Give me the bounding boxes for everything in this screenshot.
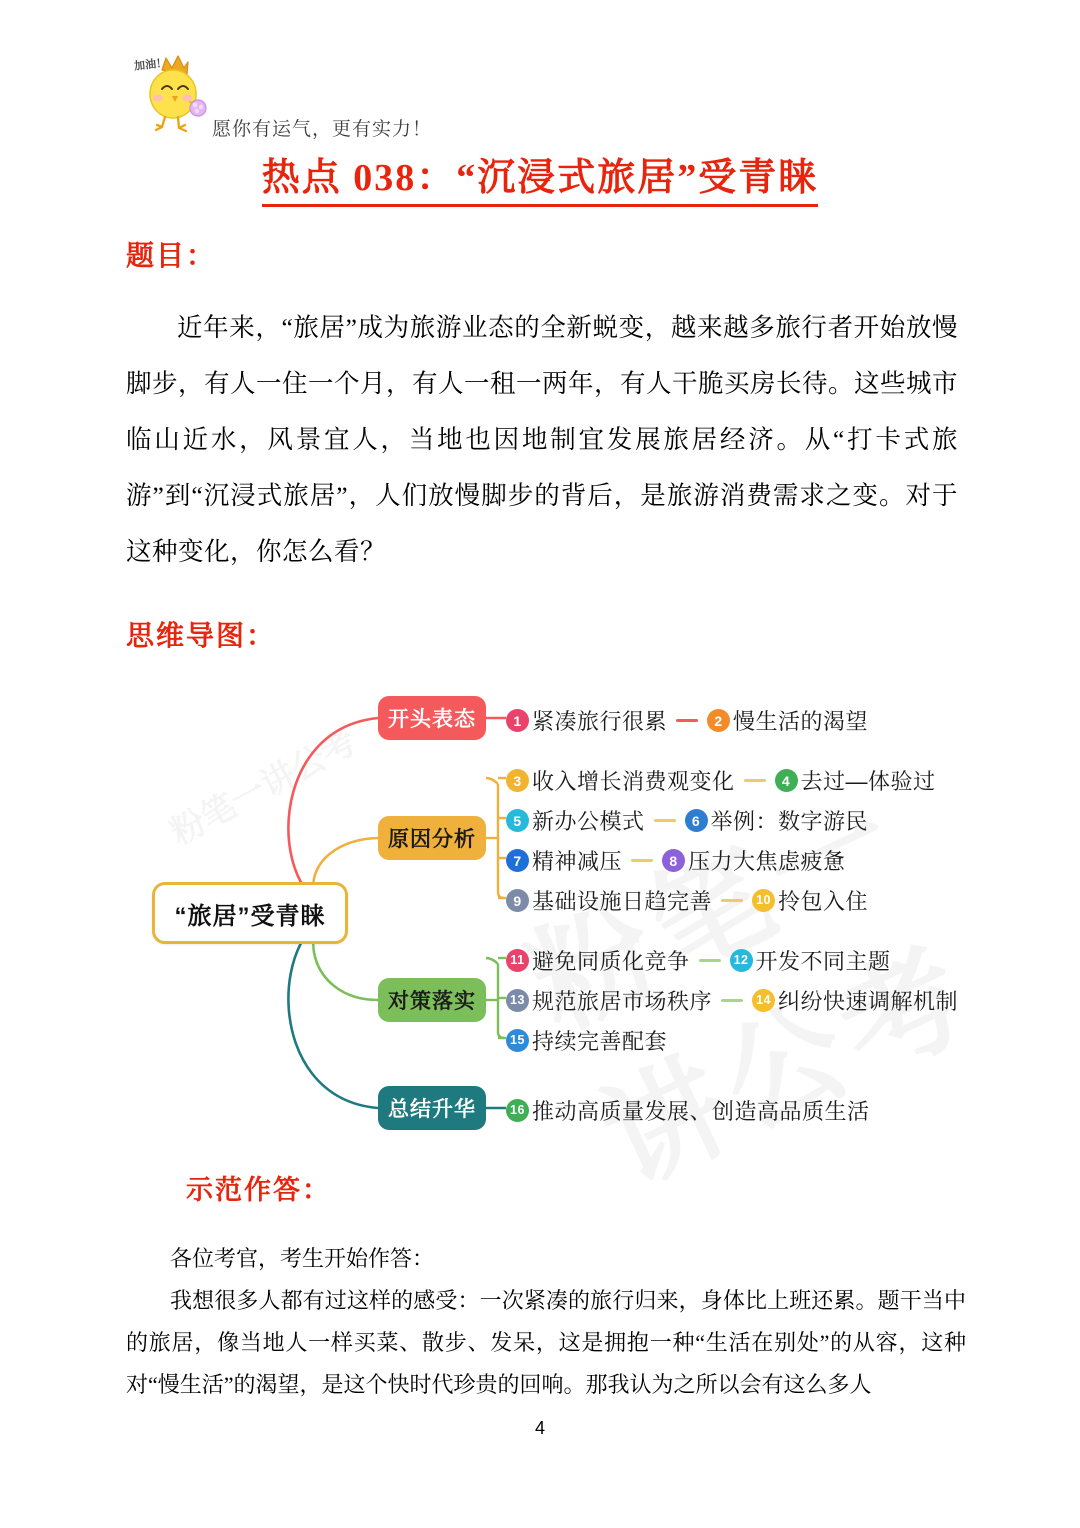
leaf-label[interactable]: 去过—体验过 — [800, 769, 936, 794]
mindmap — [120, 660, 1020, 1140]
page-number: 4 — [534, 1418, 545, 1438]
leaf-connector-dash — [654, 819, 676, 822]
mindmap-branch-label: 对策落实 — [388, 990, 476, 1013]
answer-paragraph: 我想很多人都有过这样的感受：一次紧凑的旅行归来，身体比上班还累。题干当中的旅居，像当地人一样买菜、散步、发呆，这是拥抱一种“生活在别处”的从容，这种对“慢生活”的渴望，是这个快时代珍贵的回响。那我认为之所以会有这么多人 — [126, 1288, 966, 1397]
leaf-connector-dash — [631, 859, 653, 862]
leaf-number-badge: 1 — [506, 709, 529, 732]
leaf-label[interactable]: 紧凑旅行很累 — [532, 709, 668, 734]
page-title — [0, 146, 1080, 201]
mindmap-branch-duicheluoshi[interactable] — [378, 978, 486, 1022]
page-title-text: 热点 038：“沉浸式旅居”受青睐 — [262, 157, 819, 207]
leaf-number-badge: 10 — [752, 889, 775, 912]
leaf-label[interactable]: 持续完善配套 — [532, 1029, 668, 1054]
mindmap-center-node[interactable] — [152, 882, 348, 944]
mindmap-leaf-row — [506, 1025, 667, 1056]
leaf-label[interactable]: 基础设施日趋完善 — [532, 889, 713, 914]
leaf-number-badge: 7 — [506, 849, 529, 872]
mindmap-leaf-row — [506, 845, 846, 876]
leaf-connector-dash — [744, 779, 766, 782]
mindmap-leaf-row — [506, 985, 958, 1016]
question-body — [126, 300, 958, 580]
mindmap-branch-yuanyinfenxi[interactable] — [378, 816, 486, 860]
leaf-number-badge: 11 — [506, 949, 529, 972]
mindmap-leaf-row — [506, 705, 868, 736]
leaf-label[interactable]: 纠纷快速调解机制 — [778, 989, 959, 1014]
question-heading: 题目： — [126, 241, 217, 272]
mindmap-leaf-row — [506, 805, 868, 836]
mindmap-leaf-row — [506, 1095, 870, 1126]
mindmap-heading: 思维导图： — [126, 621, 277, 652]
answer-body — [126, 1238, 966, 1406]
mindmap-branch-label: 原因分析 — [388, 828, 476, 851]
answer-heading: 示范作答： — [186, 1175, 331, 1205]
leaf-label[interactable]: 拎包入住 — [778, 889, 869, 914]
leaf-label[interactable]: 规范旅居市场秩序 — [532, 989, 713, 1014]
mindmap-branch-kaitoubiaotai[interactable] — [378, 696, 486, 740]
leaf-label[interactable]: 收入增长消费观变化 — [532, 769, 735, 794]
leaf-label[interactable]: 推动高质量发展、创造高品质生活 — [532, 1099, 870, 1124]
leaf-label[interactable]: 避免同质化竞争 — [532, 949, 690, 974]
leaf-number-badge: 2 — [707, 709, 730, 732]
leaf-label[interactable]: 压力大焦虑疲惫 — [688, 849, 846, 874]
mindmap-branch-zongjieshenghua[interactable] — [378, 1086, 486, 1130]
leaf-number-badge: 13 — [506, 989, 529, 1012]
mindmap-leaf-row — [506, 765, 936, 796]
chick-mascot-icon — [132, 44, 212, 144]
leaf-number-badge: 15 — [506, 1029, 529, 1052]
leaf-label[interactable]: 精神减压 — [532, 849, 623, 874]
mindmap-branch-label: 开头表态 — [388, 708, 476, 731]
leaf-number-badge: 14 — [752, 989, 775, 1012]
leaf-label[interactable]: 举例：数字游民 — [710, 809, 869, 834]
leaf-connector-dash — [676, 719, 698, 722]
page-header — [132, 44, 952, 154]
mindmap-center-label: “旅居”受青睐 — [174, 902, 326, 930]
leaf-number-badge: 9 — [506, 889, 529, 912]
leaf-number-badge: 3 — [506, 769, 529, 792]
mindmap-branch-label: 总结升华 — [388, 1098, 476, 1121]
leaf-number-badge: 4 — [775, 769, 798, 792]
leaf-connector-dash — [721, 999, 743, 1002]
leaf-label[interactable]: 开发不同主题 — [755, 949, 891, 974]
mindmap-leaf-row — [506, 945, 891, 976]
leaf-number-badge: 8 — [662, 849, 685, 872]
tagline: 愿你有运气，更有实力！ — [212, 119, 433, 140]
mindmap-leaf-row — [506, 885, 868, 916]
leaf-label[interactable]: 慢生活的渴望 — [733, 709, 869, 734]
leaf-number-badge: 5 — [506, 809, 529, 832]
leaf-connector-dash — [699, 959, 721, 962]
question-paragraph: 近年来，“旅居”成为旅游业态的全新蜕变，越来越多旅行者开始放慢脚步，有人一住一个月，有人一租一两年，有人干脆买房长待。这些城市临山近水，风景宜人，当地也因地制宜发展旅居经济。从“打卡式旅游”到“沉浸式旅居”，人们放慢脚步的背后，是旅游消费需求之变。对于这种变化，你怎么看？ — [126, 313, 959, 566]
mascot-label: 加油！ — [133, 57, 168, 73]
leaf-number-badge: 16 — [506, 1099, 529, 1122]
leaf-connector-dash — [721, 899, 743, 902]
answer-lead: 各位考官，考生开始作答： — [170, 1246, 435, 1271]
leaf-number-badge: 12 — [730, 949, 753, 972]
leaf-number-badge: 6 — [685, 809, 708, 832]
leaf-label[interactable]: 新办公模式 — [532, 809, 645, 834]
